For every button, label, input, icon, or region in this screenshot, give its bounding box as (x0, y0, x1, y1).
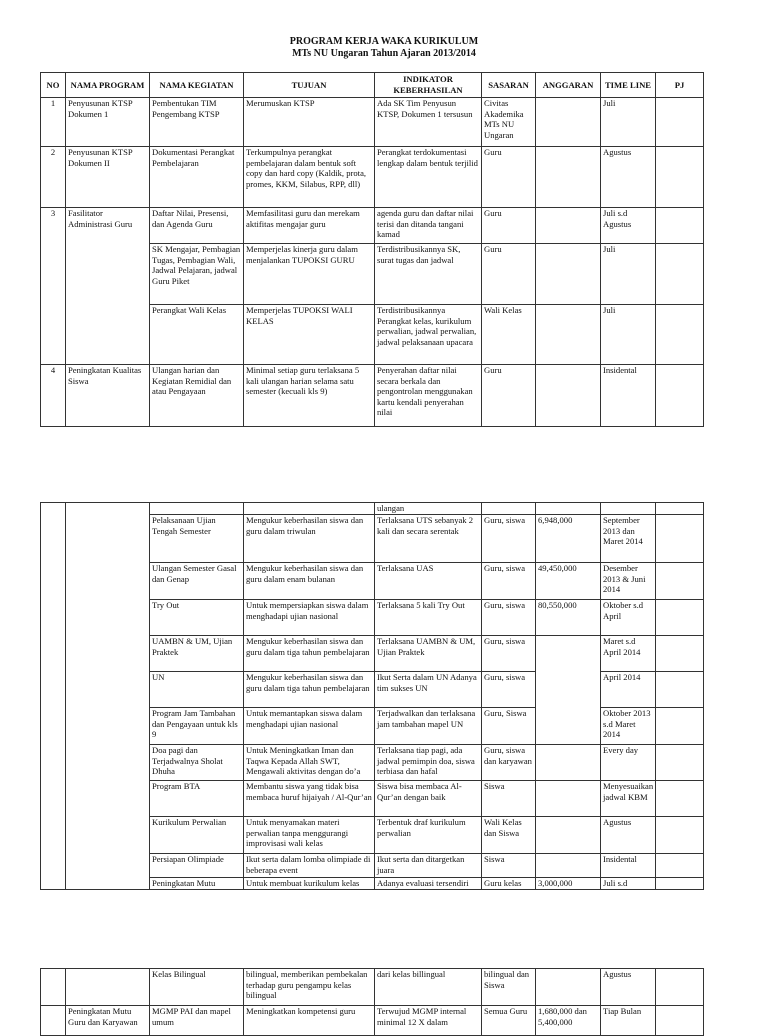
cell-tujuan: Memperjelas TUPOKSI WALI KELAS (244, 305, 375, 365)
cell-tujuan (244, 503, 375, 515)
cell-timeline: Agustus (601, 969, 656, 1006)
cell-timeline: Insidental (601, 854, 656, 878)
header-pj: PJ (656, 73, 704, 98)
table-header-row (41, 73, 704, 98)
cell-tujuan: Untuk memantapkan siswa dalam menghadapi ujian nasional (244, 708, 375, 745)
cell-kegiatan: SK Mengajar, Pembagian Tugas, Pembagian Wali, Jadwal Pelajaran, jadwal Guru Piket (150, 244, 244, 305)
cell-kegiatan (150, 503, 244, 515)
program-table-page-2 (40, 502, 704, 890)
cell-pj (656, 878, 704, 890)
cell-anggaran (536, 98, 601, 147)
cell-pj (656, 503, 704, 515)
cell-anggaran (536, 244, 601, 305)
document-title: PROGRAM KERJA WAKA KURIKULUM (289, 36, 479, 47)
header-sasaran: SASARAN (482, 73, 536, 98)
cell-pj (656, 636, 704, 672)
header-tujuan: TUJUAN (244, 73, 375, 98)
cell-indikator: Terlaksana 5 kali Try Out (375, 600, 482, 636)
cell-timeline: Juli s.d (601, 878, 656, 890)
cell-anggaran: 49,450,000 (536, 563, 601, 600)
cell-anggaran (536, 208, 601, 244)
cell-tujuan: Untuk menyamakan materi perwalian tanpa menggurangi improvisasi wali kelas (244, 817, 375, 854)
cell-kegiatan: Kelas Bilingual (150, 969, 244, 1006)
cell-pj (656, 969, 704, 1006)
cell-no: 3 (41, 208, 66, 365)
cell-timeline: Agustus (601, 147, 656, 208)
cell-kegiatan: UAMBN & UM, Ujian Praktek (150, 636, 244, 672)
cell-timeline: Juli (601, 244, 656, 305)
cell-sasaran: Guru, siswa (482, 515, 536, 563)
cell-program: Penyusunan KTSP Dokumen 1 (66, 98, 150, 147)
cell-pj (656, 515, 704, 563)
cell-tujuan: Membantu siswa yang tidak bisa membaca huruf hijaiyah / Al-Qur’an (244, 781, 375, 817)
cell-tujuan: Mengukur keberhasilan siswa dan guru dalam enam bulanan (244, 563, 375, 600)
cell-anggaran (536, 636, 601, 745)
cell-indikator: Ikut Serta dalam UN Adanya tim sukses UN (375, 672, 482, 708)
cell-pj (656, 365, 704, 427)
cell-program: Fasilitator Administrasi Guru (66, 208, 150, 365)
cell-tujuan: Untuk membuat kurikulum kelas (244, 878, 375, 890)
cell-pj (656, 147, 704, 208)
cell-kegiatan: Program BTA (150, 781, 244, 817)
cell-no: 2 (41, 147, 66, 208)
cell-timeline: Oktober 2013 s.d Maret 2014 (601, 708, 656, 745)
cell-anggaran (536, 745, 601, 781)
cell-timeline: Menyesuaikan jadwal KBM (601, 781, 656, 817)
cell-pj (656, 672, 704, 708)
cell-timeline: Oktober s.d April (601, 600, 656, 636)
cell-no (41, 1006, 66, 1036)
cell-pj (656, 745, 704, 781)
cell-anggaran (536, 365, 601, 427)
cell-kegiatan: Peningkatan Mutu (150, 878, 244, 890)
cell-pj (656, 708, 704, 745)
cell-sasaran: Wali Kelas (482, 305, 536, 365)
cell-sasaran: Guru, siswa dan karyawan (482, 745, 536, 781)
cell-no: 1 (41, 98, 66, 147)
cell-timeline: Tiap Bulan (601, 1006, 656, 1036)
table-row (41, 969, 704, 1006)
cell-pj (656, 244, 704, 305)
cell-tujuan: Memperjelas kinerja guru dalam menjalankan TUPOKSI GURU (244, 244, 375, 305)
cell-pj (656, 854, 704, 878)
cell-timeline: April 2014 (601, 672, 656, 708)
cell-no (41, 969, 66, 1006)
cell-kegiatan: Doa pagi dan Terjadwalnya Sholat Dhuha (150, 745, 244, 781)
cell-tujuan: bilingual, memberikan pembekalan terhadap guru pengampu kelas bilingual (244, 969, 375, 1006)
cell-tujuan: Meningkatkan kompetensi guru (244, 1006, 375, 1036)
cell-kegiatan: Try Out (150, 600, 244, 636)
cell-pj (656, 1006, 704, 1036)
cell-timeline: September 2013 dan Maret 2014 (601, 515, 656, 563)
cell-indikator: Siswa bisa membaca Al-Qur’an dengan baik (375, 781, 482, 817)
cell-kegiatan: Ulangan Semester Gasal dan Genap (150, 563, 244, 600)
cell-pj (656, 817, 704, 854)
cell-tujuan: Merumuskan KTSP (244, 98, 375, 147)
cell-sasaran: bilingual dan Siswa (482, 969, 536, 1006)
cell-timeline: Maret s.d April 2014 (601, 636, 656, 672)
cell-indikator: Terjadwalkan dan terlaksana jam tambahan mapel UN (375, 708, 482, 745)
cell-program: Peningkatan Mutu Guru dan Karyawan (66, 1006, 150, 1036)
cell-kegiatan: Pelaksanaan Ujian Tengah Semester (150, 515, 244, 563)
cell-kegiatan: Program Jam Tambahan dan Pengayaan untuk kls 9 (150, 708, 244, 745)
cell-indikator: Terbentuk draf kurikulum perwalian (375, 817, 482, 854)
cell-sasaran: Guru, Siswa (482, 708, 536, 745)
cell-anggaran (536, 147, 601, 208)
header-program: NAMA PROGRAM (66, 73, 150, 98)
cell-anggaran (536, 305, 601, 365)
cell-anggaran (536, 503, 601, 515)
table-row (41, 147, 704, 208)
cell-sasaran: Siswa (482, 781, 536, 817)
cell-sasaran: Semua Guru (482, 1006, 536, 1036)
header-timeline: TIME LINE (601, 73, 656, 98)
table-row (41, 365, 704, 427)
cell-anggaran (536, 781, 601, 817)
cell-indikator: Terwujud MGMP internal minimal 12 X dalam (375, 1006, 482, 1036)
cell-pj (656, 208, 704, 244)
cell-no: 4 (41, 365, 66, 427)
cell-indikator: Terlaksana UAMBN & UM, Ujian Praktek (375, 636, 482, 672)
program-table-page-1 (40, 72, 704, 427)
cell-sasaran: Siswa (482, 854, 536, 878)
program-table-page-3 (40, 968, 704, 1036)
header-indikator: INDIKATOR KEBERHASILAN (375, 73, 482, 98)
cell-sasaran: Guru (482, 244, 536, 305)
cell-indikator: Terdistribusikannya Perangkat kelas, kurikulum perwalian, jadwal perwalian, jadwal pelaksanaan upacara (375, 305, 482, 365)
cell-indikator: Terlaksana tiap pagi, ada jadwal pemimpin doa, siswa terbiasa dan hafal (375, 745, 482, 781)
cell-timeline: Desember 2013 & Juni 2014 (601, 563, 656, 600)
cell-kegiatan: MGMP PAI dan mapel umum (150, 1006, 244, 1036)
cell-tujuan: Mengukur keberhasilan siswa dan guru dalam triwulan (244, 515, 375, 563)
cell-anggaran (536, 817, 601, 854)
cell-anggaran (536, 854, 601, 878)
cell-sasaran: Wali Kelas dan Siswa (482, 817, 536, 854)
cell-tujuan: Mengukur keberhasilan siswa dan guru dalam tiga tahun pembelajaran (244, 672, 375, 708)
cell-indikator: Ada SK Tim Penyusun KTSP, Dokumen 1 tersusun (375, 98, 482, 147)
cell-sasaran: Guru (482, 365, 536, 427)
table-row (41, 1006, 704, 1036)
cell-anggaran: 6,948,000 (536, 515, 601, 563)
cell-indikator: Adanya evaluasi tersendiri (375, 878, 482, 890)
cell-sasaran (482, 503, 536, 515)
cell-anggaran (536, 969, 601, 1006)
cell-sasaran: Guru kelas (482, 878, 536, 890)
header-kegiatan: NAMA KEGIATAN (150, 73, 244, 98)
cell-program: Penyusunan KTSP Dokumen II (66, 147, 150, 208)
cell-sasaran: Guru, siswa (482, 672, 536, 708)
cell-kegiatan: Ulangan harian dan Kegiatan Remidial dan atau Pengayaan (150, 365, 244, 427)
cell-anggaran: 1,680,000 dan 5,400,000 (536, 1006, 601, 1036)
cell-kegiatan: Dokumentasi Perangkat Pembelajaran (150, 147, 244, 208)
cell-indikator: Ikut serta dan ditargetkan juara (375, 854, 482, 878)
cell-indikator: Terdistribusikannya SK, surat tugas dan jadwal (375, 244, 482, 305)
cell-tujuan: Memfasilitasi guru dan merekam aktifitas mengajar guru (244, 208, 375, 244)
cell-timeline: Agustus (601, 817, 656, 854)
cell-pj (656, 98, 704, 147)
cell-indikator: ulangan (375, 503, 482, 515)
cell-kegiatan: UN (150, 672, 244, 708)
cell-anggaran: 80,550,000 (536, 600, 601, 636)
cell-indikator: agenda guru dan daftar nilai terisi dan ditanda tangani kamad (375, 208, 482, 244)
cell-pj (656, 305, 704, 365)
cell-tujuan: Untuk Meningkatkan Iman dan Taqwa Kepada Allah SWT, Mengawali aktivitas dengan do’a (244, 745, 375, 781)
header-anggaran: ANGGARAN (536, 73, 601, 98)
cell-tujuan: Mengukur keberhasilan siswa dan guru dalam tiga tahun pembelajaran (244, 636, 375, 672)
cell-sasaran: Guru (482, 147, 536, 208)
cell-pj (656, 600, 704, 636)
cell-sasaran: Guru (482, 208, 536, 244)
cell-no (41, 503, 66, 890)
cell-tujuan: Untuk mempersiapkan siswa dalam menghadapi ujian nasional (244, 600, 375, 636)
cell-timeline: Juli (601, 305, 656, 365)
cell-kegiatan: Pembentukan TIM Pengembang KTSP (150, 98, 244, 147)
cell-sasaran: Guru, siswa (482, 636, 536, 672)
cell-timeline: Juli s.d Agustus (601, 208, 656, 244)
cell-kegiatan: Persiapan Olimpiade (150, 854, 244, 878)
cell-indikator: Penyerahan daftar nilai secara berkala dan pengontrolan menggunakan kartu kendali penyerahan nilai (375, 365, 482, 427)
cell-anggaran: 3,000,000 (536, 878, 601, 890)
table-row (41, 503, 704, 515)
cell-tujuan: Minimal setiap guru terlaksana 5 kali ulangan harian selama satu semester (kecuali kls 9) (244, 365, 375, 427)
table-row (41, 98, 704, 147)
cell-timeline (601, 503, 656, 515)
cell-pj (656, 563, 704, 600)
cell-program (66, 503, 150, 890)
cell-tujuan: Ikut serta dalam lomba olimpiade di beberapa event (244, 854, 375, 878)
header-no: NO (41, 73, 66, 98)
cell-sasaran: Civitas Akademika MTs NU Ungaran (482, 98, 536, 147)
table-row (41, 208, 704, 244)
cell-indikator: dari kelas billingual (375, 969, 482, 1006)
cell-timeline: Every day (601, 745, 656, 781)
cell-indikator: Terlaksana UTS sebanyak 2 kali dan secara serentak (375, 515, 482, 563)
cell-tujuan: Terkumpulnya perangkat pembelajaran dalam bentuk soft copy dan hard copy (Kaldik, prota, promes, KKM, Silabus, RPP, dll) (244, 147, 375, 208)
document-subtitle: MTs NU Ungaran Tahun Ajaran 2013/2014 (292, 48, 476, 59)
cell-indikator: Terlaksana UAS (375, 563, 482, 600)
cell-kegiatan: Perangkat Wali Kelas (150, 305, 244, 365)
cell-pj (656, 781, 704, 817)
cell-timeline: Juli (601, 98, 656, 147)
cell-sasaran: Guru, siswa (482, 563, 536, 600)
cell-program (66, 969, 150, 1006)
cell-kegiatan: Daftar Nilai, Presensi, dan Agenda Guru (150, 208, 244, 244)
cell-timeline: Insidental (601, 365, 656, 427)
cell-program: Peningkatan Kualitas Siswa (66, 365, 150, 427)
cell-sasaran: Guru, siswa (482, 600, 536, 636)
cell-kegiatan: Kurikulum Perwalian (150, 817, 244, 854)
cell-indikator: Perangkat terdokumentasi lengkap dalam bentuk terjilid (375, 147, 482, 208)
